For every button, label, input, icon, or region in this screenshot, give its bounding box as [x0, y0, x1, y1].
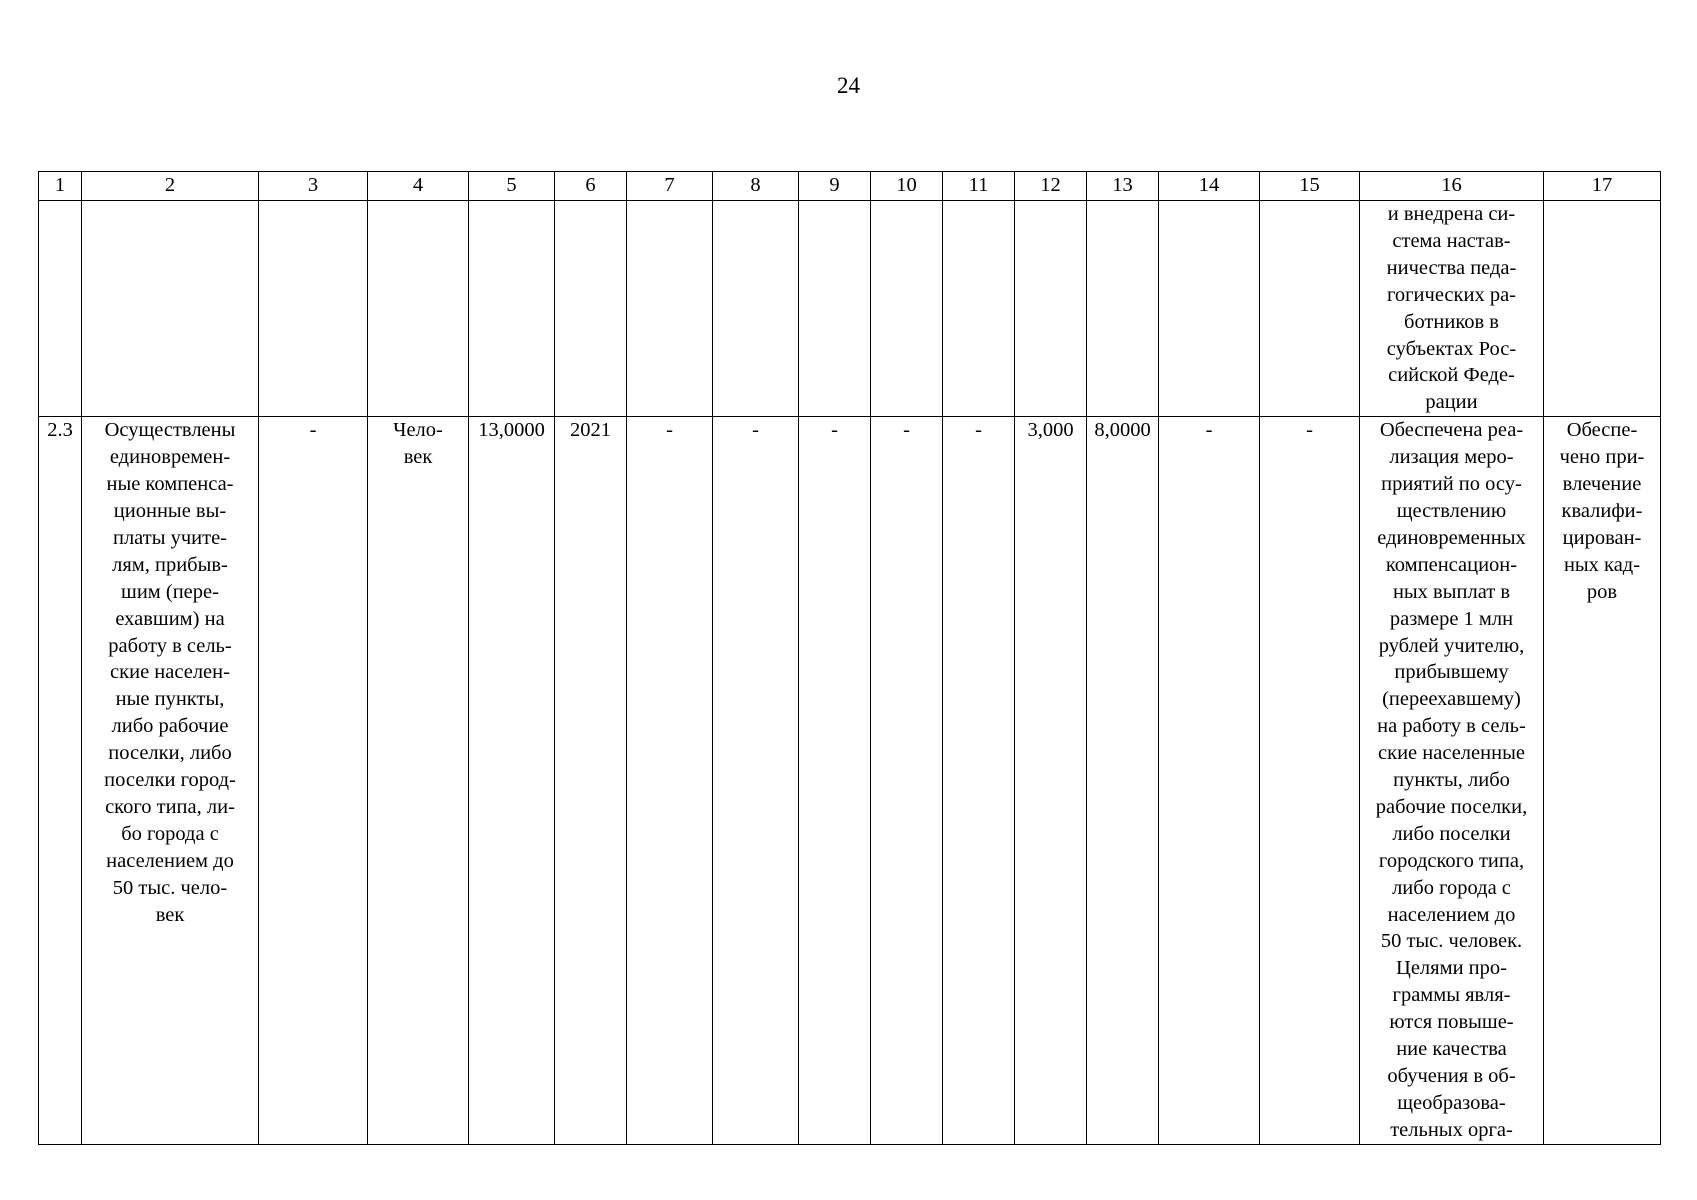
column-header: 2: [82, 172, 259, 201]
table-row-2-3: [39, 417, 1661, 1144]
table-cell: [1015, 201, 1087, 417]
column-header: 4: [368, 172, 469, 201]
item-description-cell: Осуществлены единовремен- ные компенса- ционные вы- платы учите- лям, прибыв- шим (пере- ехавшим) на работу в сель- ские населен- ные пункты, либо рабочие поселки, либо поселки город- ского типа, ли- бо города с населением до 50 тыс. чело- век: [82, 417, 259, 1144]
column-header: 11: [943, 172, 1015, 201]
year-cell: 2021: [555, 417, 627, 1144]
column-header: 13: [1087, 172, 1159, 201]
page-number: 24: [837, 73, 860, 98]
table-cell: [1087, 201, 1159, 417]
column-header: 5: [469, 172, 555, 201]
table-cell: [39, 201, 82, 417]
table-cell: [799, 201, 871, 417]
table-cell: [555, 201, 627, 417]
table-row-continuation: [39, 201, 1661, 417]
document-table: [38, 171, 1661, 1145]
table-cell: [943, 201, 1015, 417]
result-description-cell: Обеспечена реа- лизация меро- приятий по осу- ществлению единовременных компенсацион- ных выплат в размере 1 млн рублей учителю, прибывшему (переехавшему) на работу в сель- ские населенные пункты, либо рабочие поселки, либо поселки городского типа, либо города с населением до 50 тыс. человек. Целями про- граммы явля- ются повыше- ние качества обучения в об- щеобразова- тельных орга-: [1360, 417, 1544, 1144]
table-cell: -: [871, 417, 943, 1144]
item-number-cell: 2.3: [39, 417, 82, 1144]
table-cell: -: [259, 417, 368, 1144]
column-header: 12: [1015, 172, 1087, 201]
effect-cell: Обеспе- чено при- влечение квалифи- цирован- ных кад- ров: [1544, 417, 1661, 1144]
table-cell: [82, 201, 259, 417]
table-cell: -: [1159, 417, 1260, 1144]
table-cell: [469, 201, 555, 417]
column-header: 1: [39, 172, 82, 201]
table-cell: -: [713, 417, 799, 1144]
value-cell: 8,0000: [1087, 417, 1159, 1144]
column-header: 8: [713, 172, 799, 201]
column-header: 15: [1260, 172, 1360, 201]
column-header: 9: [799, 172, 871, 201]
table-cell: -: [799, 417, 871, 1144]
column-header: 3: [259, 172, 368, 201]
column-header: 16: [1360, 172, 1544, 201]
table-cell: [1260, 201, 1360, 417]
result-description-cell: и внедрена си- стема настав- ничества педа- гогических ра- ботников в субъектах Рос- сийской Феде- рации: [1360, 201, 1544, 417]
column-header: 17: [1544, 172, 1661, 201]
table-cell: [259, 201, 368, 417]
column-header: 10: [871, 172, 943, 201]
unit-cell: Чело- век: [368, 417, 469, 1144]
table-cell: -: [943, 417, 1015, 1144]
table-cell: [871, 201, 943, 417]
table-cell: [1544, 201, 1661, 417]
table-cell: [1159, 201, 1260, 417]
table-cell: -: [627, 417, 713, 1144]
table-cell: [713, 201, 799, 417]
column-header: 7: [627, 172, 713, 201]
column-header: 14: [1159, 172, 1260, 201]
column-header: 6: [555, 172, 627, 201]
value-cell: 3,000: [1015, 417, 1087, 1144]
table-cell: [368, 201, 469, 417]
table-cell: -: [1260, 417, 1360, 1144]
value-cell: 13,0000: [469, 417, 555, 1144]
table-cell: [627, 201, 713, 417]
table-header-row: [39, 172, 1661, 201]
